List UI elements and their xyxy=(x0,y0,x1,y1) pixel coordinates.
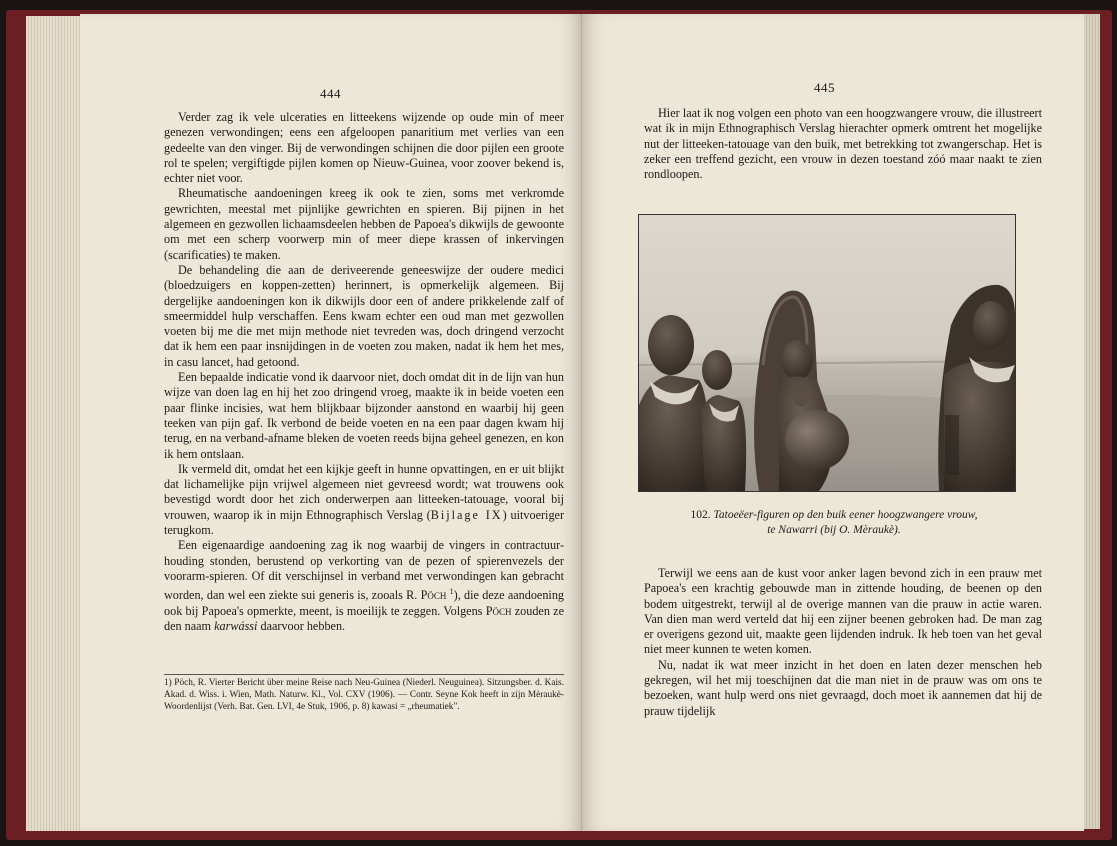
page-edges-right xyxy=(1084,14,1100,829)
footnote-ref[interactable]: 1 xyxy=(449,587,454,597)
page-edges-left xyxy=(26,16,82,831)
left-body-text xyxy=(164,110,564,634)
footnote: 1) Pöch, R. Vierter Bericht über meine Reise nach Neu-Guinea (Niederl. Neuguinea). Sitzungsber. d. Kais. Akad. d. Wiss. i. Wien, Math. Naturw. Kl., Vol. CXV (1906). — Contr. Seyne Kok heeft in zijn Mèraukè-Woordenlijst (Verh. Bat. Gen. LVI, 4e Stuk, 1906, p. 8) kawasi = „rheumatiek". xyxy=(164,674,564,714)
right-intro-text xyxy=(644,106,1042,182)
paragraph: Een bepaalde indicatie vond ik daarvoor niet, doch omdat dit in de lijn van hun wijze van doen lag en hij het zoo dringend vroeg, maakte ik in beide voeten een paar flinke incisies, wat hem blijkbaar bijzonder aanstond en waarbij hij geen teeken van pijn gaf. Ik verbond de beide voeten en na een paar dagen kwam hij terug, en na verband-afname bleken de voeten reeds bijna geheel genezen, en kon ik hem ontslaan. xyxy=(164,370,564,461)
page-number: 445 xyxy=(814,80,835,95)
paragraph: Rheumatische aandoeningen kreeg ik ook te zien, soms met verkromde gewrichten, meestal met pijnlijke gewrichten en spieren. Bij pijnen in het algemeen en gezwollen lichaamsdeelen hebben de Papoea's dikwijls de gewoonte om met een scherp voorwerp min of meer diepe krassen of inkervingen (scarificaties) te maken. xyxy=(164,186,564,262)
figure-number: 102. xyxy=(690,509,711,521)
paragraph: Een eigenaardige aandoening zag ik nog waarbij de vingers in contractuur-houding stonden, berustend op verkorting van de pezen of spierenvezels der voorarm-spieren. Of dit verschijnsel in verband met verwondingen kan gebracht worden, dan wel een ziekte sui generis is, zooals R. Pöch $^1$), die deze aandoening ook bij Papoea's opmerkte, meent, is moeilijk te zeggen. Volgens Pöch zouden ze den naam karwássi daarvoor hebben. xyxy=(164,538,565,633)
right-page xyxy=(582,14,1084,831)
paragraph: De behandeling die aan de deriveerende geneeswijze der oudere medici (bloedzuigers en koppen-zetten) herinnert, is opmerkelijk algemeen. Bij dergelijke aandoeningen kon ik dikwijls door een of andere prikkelende zalf of smeermiddel hulp verschaffen. Eens kwam echter een oud man met gezwollen voeten bij me die met mijn methode niet tevreden was, doch dringend verzocht dat ik hem een paar insnijdingen in de voeten zou maken, nadat ik hem het mes, in casu lancet, had getoond. xyxy=(164,262,564,369)
native-term: karwássi xyxy=(214,618,258,633)
right-body-text xyxy=(644,566,1042,719)
caption-line-1: Tatoeëer-figuren op den buik eener hoogzwangere vrouw, xyxy=(713,509,978,521)
page-number: 444 xyxy=(320,86,341,101)
left-page xyxy=(80,14,582,831)
paragraph: Terwijl we eens aan de kust voor anker lagen bevond zich in een prauw met Papoea's een krachtig gebouwde man in zittende houding, de beenen op den bodem uitgestrekt, terwijl al de overige mannen van die prauw in actie waren. Van dien man werd verteld dat hij een zijner beenen gebroken had. De man zag er overigens gezond uit, maakte geen lijdenden indruk. Ik heb toen van het geval niet meer kunnen te weten komen. xyxy=(644,566,1042,657)
paragraph: Verder zag ik vele ulceraties en litteekens wijzende op oude min of meer genezen verwondingen; eens een afgeloopen panaritium met verlies van een gedeelte van den vinger. Bij de verwondingen schijnen die door pijlen een groote rol te spelen; vergiftigde pijlen komen op Nieuw-Guinea, voor zoover bekend is, echter niet voor. xyxy=(164,110,564,186)
author-name: Pöch xyxy=(485,603,512,618)
paragraph: Hier laat ik nog volgen een photo van een hoogzwangere vrouw, die illustreert wat ik in mijn Ethnographisch Verslag hierachter opmerk omtrent het mogelijke nut der litteeken-tatouage van den buik, met betrekking tot zwangerschap. Het is zeker een treffend gezicht, een vrouw in dezen toestand zóó maar naakt te zien rondloopen. xyxy=(644,106,1042,182)
caption-line-2: te Nawarri (bij O. Mèraukè). xyxy=(767,524,901,536)
author-name: Pöch xyxy=(420,588,447,603)
photograph-figures xyxy=(638,214,1016,492)
paragraph: Nu, nadat ik wat meer inzicht in het doen en laten dezer menschen heb gekregen, wil het mij toeschijnen dat die man niet in de prauw was om ons te bezoeken, want hulp werd ons niet gevraagd, doch moet ik aannemen dat hij de prauw tijdelijk xyxy=(644,657,1042,718)
figure-caption xyxy=(644,508,1024,538)
paragraph: Ik vermeld dit, omdat het een kijkje geeft in hunne opvattingen, en er uit blijkt dat lichamelijke pijn vrijwel algemeen niet gevreesd wordt; wat trouwens ook bevestigd wordt door het zich onderwerpen aan litteeken-tatouage, vooral bij vrouwen, waarop ik in mijn Ethnographisch Verslag (Bijlage IX) uitvoeriger terugkom. xyxy=(164,461,565,538)
